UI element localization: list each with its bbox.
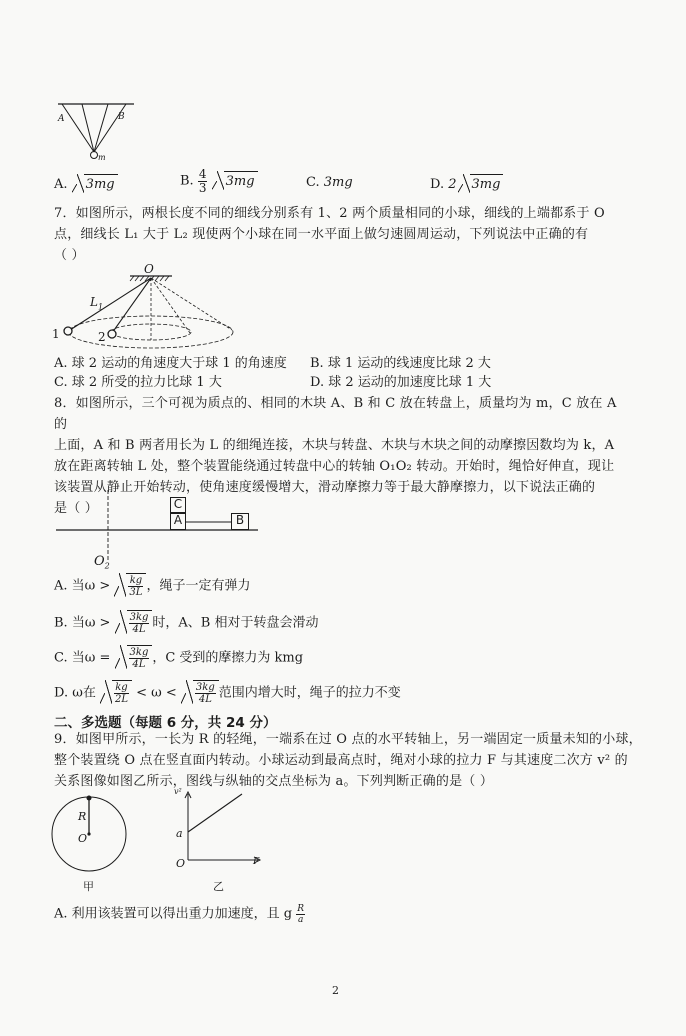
q8-block-b: B <box>231 513 249 530</box>
q9-label-o: O <box>78 832 88 845</box>
q6-option-c: C. 3mg <box>306 175 353 190</box>
q7-stem: 7．如图所示，两根长度不同的细线分别系有 1、2 两个质量相同的小球，细线的上端都系于 O 点，细线长 L₁ 大于 L₂ 现使两个小球在同一水平面上做匀速圆周运动，下列说法中正确的有 （ ） <box>54 206 605 263</box>
q9-label-o2: O <box>176 857 186 870</box>
q6-option-b: B. $\frac{4}{3}$ 3mg <box>180 168 258 195</box>
page-number: 2 <box>332 984 339 997</box>
q9-option-a: A. 利用该装置可以得出重力加速度，且 g $\frac{R}{a}$ <box>54 904 305 925</box>
q9-label-f: F <box>253 857 260 867</box>
q9-label-v2: v² <box>174 787 182 796</box>
q9-label-jia: 甲 <box>83 880 94 893</box>
q8-stem: 8．如图所示，三个可视为质点的、相同的木块 A、B 和 C 放在转盘上，质量均为 m，C 放在 A 的 上面，A 和 B 两者用长为 L 的细绳连接，木块与转盘、木块与木块之间的动摩擦因数均为 k，A 放在距离转轴 L 处，整个装置能绕通过转盘中心的转轴 O₁O₂ 转动。开始时，绳恰好伸直，现让 该装置从静止开始转动，使角速度缓慢增大，滑动摩擦力等于最大静摩擦力，以下说法正确的 是（ ） <box>54 396 617 516</box>
q9-stem: 9．如图甲所示，一长为 R 的轻绳，一端系在过 O 点的水平转轴上，另一端固定一质量未知的小球， 整个装置绕 O 点在竖直面内转动。小球运动到最高点时，绳对小球的拉力 F 与其速度二次方 v² 的 关系图像如图乙所示，图线与纵轴的交点坐标为 a。下列判断正确的是（ ） <box>54 732 642 789</box>
q6-label-b: B <box>118 112 125 122</box>
q9-label-r: R <box>78 810 87 823</box>
q6-option-d: D. 2 3mg <box>430 174 503 194</box>
q9-label-yi: 乙 <box>213 880 224 893</box>
q7-option-a: A. 球 2 运动的角速度大于球 1 的角速度 <box>54 356 287 371</box>
q7-option-c: C. 球 2 所受的拉力比球 1 大 <box>54 375 222 390</box>
q8-block-a: A <box>170 513 186 530</box>
q8-option-b: B. 当ω > $\frac{3kg}{4L}$ 时，A、B 相对于转盘会滑动 <box>54 612 319 635</box>
q9-figure-jia-circle <box>50 795 130 875</box>
q6-label-m: m <box>98 153 106 162</box>
q8-option-c: C. 当ω = $\frac{3kg}{4L}$ ，C 受到的摩擦力为 kmg <box>54 647 304 670</box>
q7-option-b: B. 球 1 运动的线速度比球 2 大 <box>310 356 491 371</box>
q8-option-d: D. ω在 $\frac{kg}{2L}$ < ω < $\frac{3kg}{4L}$ 范围内增大时，绳子的拉力不变 <box>54 682 401 705</box>
q7-label-ball2: 2 <box>98 330 106 344</box>
section-heading-multiple-choice: 二、多选题（每题 6 分，共 24 分） <box>54 715 277 731</box>
q9-label-a: a <box>176 827 183 840</box>
q7-label-l1: $L_1$ <box>90 295 104 312</box>
q8-turntable-figure <box>56 490 266 570</box>
q7-label-o: O <box>144 262 154 276</box>
q8-label-o2: $O_2$ <box>94 554 110 571</box>
q8-block-c: C <box>170 497 186 513</box>
q6-option-a: A. 3mg <box>54 174 118 194</box>
q7-label-ball1: 1 <box>52 327 60 341</box>
q6-label-a: A <box>58 114 65 124</box>
q7-option-d: D. 球 2 运动的加速度比球 1 大 <box>310 375 492 390</box>
q8-option-a: A. 当ω > $\frac{kg}{3L}$ ，绳子一定有弹力 <box>54 575 251 598</box>
